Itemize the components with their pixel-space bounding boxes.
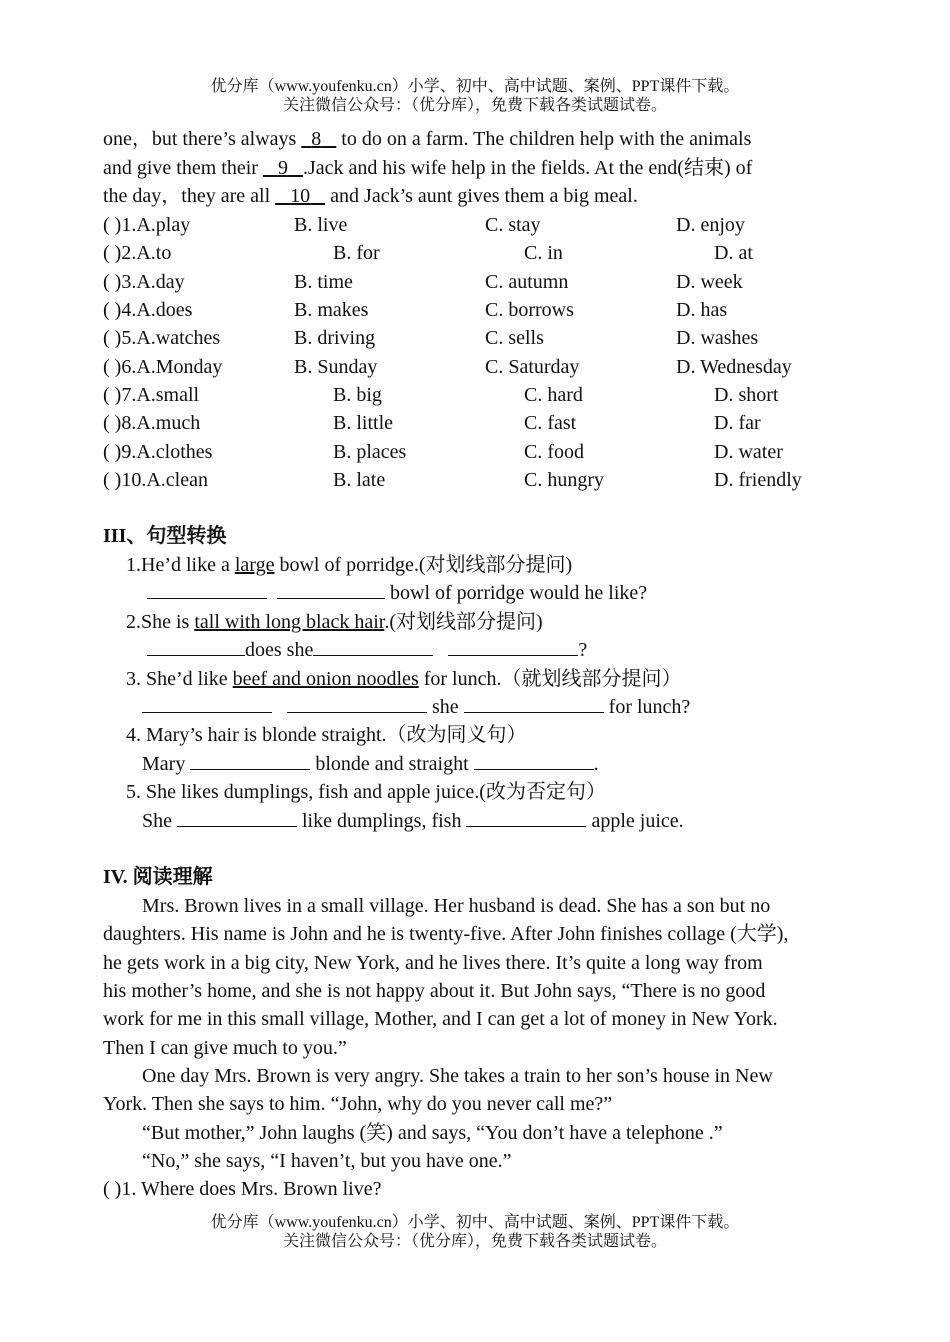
choice-c: C. Saturday <box>485 356 580 378</box>
answer-blank[interactable] <box>287 694 427 713</box>
reading-line: his mother’s home, and she is not happy about it. But John says, “There is no good <box>103 980 766 1002</box>
choice-question: ( )8.A.much <box>103 412 201 434</box>
choice-b: B. live <box>294 214 348 236</box>
choice-c: C. fast <box>524 412 577 434</box>
question-text: for lunch.（就划线部分提问） <box>418 668 682 690</box>
blank-9 <box>263 157 303 179</box>
question-text: 1.He’d like a <box>126 554 235 576</box>
underlined-part: beef and onion noodles <box>232 668 419 690</box>
answer-blank[interactable] <box>448 637 578 656</box>
s3-answer-3 <box>142 694 690 720</box>
choice-d: D. water <box>714 441 783 463</box>
reading-line: daughters. His name is John and he is twenty-five. After John finishes collage (大学), <box>103 923 789 945</box>
page-footer-line2: 关注微信公众号：（优分库），免费下载各类试题试卷。 <box>282 1233 667 1250</box>
choice-b: B. places <box>333 441 407 463</box>
s3-answer-1 <box>147 580 647 606</box>
choice-question: ( )10.A.clean <box>103 469 208 491</box>
question-text: bowl of porridge.(对划线部分提问) <box>274 554 573 576</box>
reading-line: “No,” she says, “I haven’t, but you have one.” <box>142 1150 512 1172</box>
page-footer-line1: 优分库（www.youfenku.cn）小学、初中、高中试题、案例、PPT课件下载。 <box>210 1214 740 1231</box>
underlined-part: large <box>234 554 275 576</box>
section-4-title: IV. 阅读理解 <box>103 866 213 888</box>
answer-blank[interactable] <box>147 637 245 656</box>
answer-text: like dumplings, fish <box>297 810 467 832</box>
answer-text: apple juice. <box>586 810 684 832</box>
answer-blank[interactable] <box>142 694 272 713</box>
answer-blank[interactable] <box>190 751 310 770</box>
reading-line: Mrs. Brown lives in a small village. Her husband is dead. She has a son but no <box>142 895 771 917</box>
choice-c: C. in <box>524 242 563 264</box>
answer-blank[interactable] <box>277 580 385 599</box>
choice-d: D. has <box>676 299 728 321</box>
choice-d: D. friendly <box>714 469 802 491</box>
choice-c: C. hungry <box>524 469 604 491</box>
page-header-line1: 优分库（www.youfenku.cn）小学、初中、高中试题、案例、PPT课件下载。 <box>210 78 740 95</box>
s3-answer-4 <box>142 751 599 777</box>
choice-question: ( )9.A.clothes <box>103 441 213 463</box>
s3-question-1 <box>126 552 572 578</box>
choice-b: B. late <box>333 469 386 491</box>
passage-line-2 <box>103 155 752 181</box>
choice-b: B. makes <box>294 299 369 321</box>
question-text: .(对划线部分提问) <box>384 611 543 633</box>
blank-number: 8 <box>311 128 322 150</box>
choice-b: B. driving <box>294 327 376 349</box>
choice-question: ( )3.A.day <box>103 271 185 293</box>
choice-d: D. washes <box>676 327 759 349</box>
choice-question: ( )1.A.play <box>103 214 191 236</box>
blank-number: 9 <box>277 157 288 179</box>
answer-text: bowl of porridge would he like? <box>385 582 648 604</box>
passage-text: .Jack and his wife help in the fields. At the end(结束) of <box>302 157 753 179</box>
answer-text: ? <box>578 639 588 661</box>
answer-text: she <box>427 696 464 718</box>
choice-c: C. food <box>524 441 584 463</box>
page-header-line2: 关注微信公众号：（优分库），免费下载各类试题试卷。 <box>282 97 667 114</box>
answer-text: Mary <box>142 753 191 775</box>
choice-b: B. big <box>333 384 382 406</box>
s3-question-4: 4. Mary’s hair is blonde straight.（改为同义句） <box>126 724 527 746</box>
reading-line: Then I can give much to you.” <box>103 1037 347 1059</box>
s3-question-3 <box>126 666 682 692</box>
underlined-part: tall with long black hair <box>194 611 385 633</box>
passage-text: the day，they are all <box>103 185 276 207</box>
choice-question: ( )5.A.watches <box>103 327 221 349</box>
answer-text: . <box>593 753 599 775</box>
passage-text: and give them their <box>103 157 263 179</box>
choice-b: B. Sunday <box>294 356 378 378</box>
passage-text: one，but there’s always <box>103 128 302 150</box>
choice-d: D. Wednesday <box>676 356 792 378</box>
choice-c: C. stay <box>485 214 541 236</box>
section-3-title: III、句型转换 <box>103 525 227 547</box>
s3-answer-5 <box>142 808 684 834</box>
choice-question: ( )4.A.does <box>103 299 193 321</box>
choice-d: D. week <box>676 271 743 293</box>
choice-d: D. at <box>714 242 753 264</box>
blank-10 <box>275 185 325 207</box>
blank-8 <box>301 128 336 150</box>
reading-line: York. Then she says to him. “John, why do you never call me?” <box>103 1093 613 1115</box>
answer-text: does she <box>245 639 314 661</box>
answer-blank[interactable] <box>464 694 604 713</box>
question-text: 2.She is <box>126 611 195 633</box>
passage-line-1 <box>103 126 751 152</box>
answer-blank[interactable] <box>313 637 433 656</box>
reading-question-1: ( )1. Where does Mrs. Brown live? <box>103 1178 382 1200</box>
choice-c: C. hard <box>524 384 583 406</box>
choice-c: C. borrows <box>485 299 574 321</box>
answer-blank[interactable] <box>177 808 297 827</box>
choice-b: B. for <box>333 242 380 264</box>
reading-line: work for me in this small village, Mother, and I can get a lot of money in New York. <box>103 1008 778 1030</box>
passage-text: and Jack’s aunt gives them a big meal. <box>325 185 638 207</box>
passage-text: to do on a farm. The children help with the animals <box>336 128 752 150</box>
reading-line: he gets work in a big city, New York, and he lives there. It’s quite a long way from <box>103 952 763 974</box>
choice-question: ( )6.A.Monday <box>103 356 223 378</box>
passage-line-3 <box>103 183 638 209</box>
choice-c: C. autumn <box>485 271 569 293</box>
question-text: 3. She’d like <box>126 668 233 690</box>
answer-blank[interactable] <box>147 580 267 599</box>
choice-d: D. far <box>714 412 761 434</box>
choice-b: B. time <box>294 271 353 293</box>
choice-question: ( )2.A.to <box>103 242 172 264</box>
s3-answer-2 <box>147 637 587 663</box>
s3-question-5: 5. She likes dumplings, fish and apple juice.(改为否定句） <box>126 781 606 803</box>
choice-question: ( )7.A.small <box>103 384 200 406</box>
reading-line: One day Mrs. Brown is very angry. She takes a train to her son’s house in New <box>142 1065 773 1087</box>
blank-number: 10 <box>290 185 311 207</box>
choice-c: C. sells <box>485 327 544 349</box>
choice-b: B. little <box>333 412 393 434</box>
choice-d: D. short <box>714 384 779 406</box>
answer-text: blonde and straight <box>310 753 474 775</box>
answer-blank[interactable] <box>466 808 586 827</box>
reading-line: “But mother,” John laughs (笑) and says, “You don’t have a telephone .” <box>142 1122 723 1144</box>
answer-blank[interactable] <box>474 751 594 770</box>
choice-d: D. enjoy <box>676 214 745 236</box>
answer-text: She <box>142 810 177 832</box>
s3-question-2 <box>126 609 543 635</box>
answer-text: for lunch? <box>603 696 691 718</box>
